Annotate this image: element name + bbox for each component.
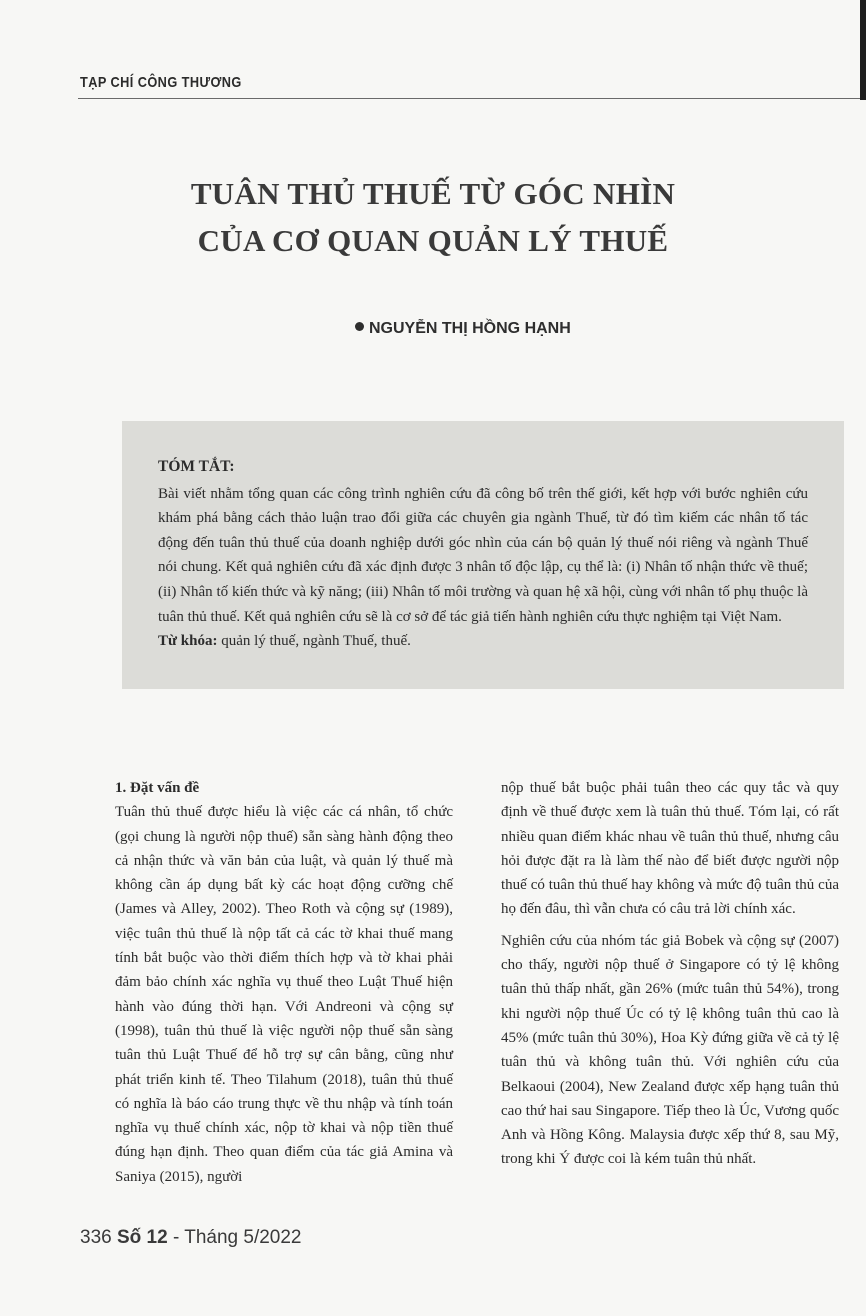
bullet-icon	[355, 322, 364, 331]
body-column-left	[115, 776, 453, 1189]
body-paragraph: nộp thuế bắt buộc phải tuân theo các quy tắc và quy định về thuế được xem là tuân thủ thuế. Tóm lại, có rất nhiều quan điểm khác nhau về tuân thủ thuế, nhưng câu hỏi được đặt ra là làm thế nào để biết được người nộp thuế có tuân thủ thuế hay không và mức độ tuân thủ của họ đến đâu, thì vẫn chưa có câu trả lời chính xác.	[501, 780, 839, 918]
body-column-right	[501, 776, 839, 1172]
author-name: NGUYỄN THỊ HỒNG HẠNH	[369, 320, 571, 337]
keywords-text: quản lý thuế, ngành Thuế, thuế.	[217, 633, 411, 650]
title-line-1: TUÂN THỦ THUẾ TỪ GÓC NHÌN	[190, 176, 676, 211]
abstract-box	[122, 421, 844, 689]
title-line-2: CỦA CƠ QUAN QUẢN LÝ THUẾ	[197, 223, 669, 258]
abstract-text: Bài viết nhằm tổng quan các công trình nghiên cứu đã công bố trên thế giới, kết hợp với bước nghiên cứu khám phá bằng cách thảo luận trao đổi giữa các chuyên gia ngành Thuế, từ đó tìm kiếm các nhân tố tác động đến tuân thủ thuế của doanh nghiệp dưới góc nhìn của cán bộ quản lý thuế nói riêng và ngành Thuế nói chung. Kết quả nghiên cứu đã xác định được 3 nhân tố độc lập, cụ thể là: (i) Nhân tố nhận thức về thuế; (ii) Nhân tố kiến thức và kỹ năng; (iii) Nhân tố môi trường và quan hệ xã hội, cùng với nhân tố phụ thuộc là tuân thủ thuế. Kết quả nghiên cứu sẽ là cơ sở để tác giả tiến hành nghiên cứu thực nghiệm tại Việt Nam.	[158, 485, 808, 625]
section-heading: 1. Đặt vấn đề	[115, 780, 200, 796]
issue-date: - Tháng 5/2022	[167, 1227, 302, 1248]
keywords	[158, 629, 808, 654]
body-paragraph: Nghiên cứu của nhóm tác giả Bobek và cộng sự (2007) cho thấy, người nộp thuế ở Singapore có tỷ lệ không tuân thủ thấp nhất, gần 26% (mức tuân thủ 54%), trong khi người nộp thuế Úc có tỷ lệ không tuân thủ cao là 45% (mức tuân thủ 30%), Hoa Kỳ đứng giữa về cả tỷ lệ tuân thủ và không tuân thủ. Với nghiên cứu của Belkaoui (2004), New Zealand được xếp hạng tuân thủ cao thứ hai sau Singapore. Tiếp theo là Úc, Vương quốc Anh và Hồng Kông. Malaysia được xếp thứ 8, sau Mỹ, trong khi Ý được coi là kém tuân thủ nhất.	[501, 932, 839, 1168]
keywords-label: Từ khóa:	[158, 633, 218, 650]
page-edge-mark	[860, 0, 866, 100]
page-footer	[80, 1227, 302, 1249]
issue-number: Số 12	[116, 1227, 168, 1248]
header-rule	[78, 98, 860, 99]
abstract-content	[158, 455, 808, 654]
article-title	[0, 170, 866, 264]
body-paragraph: Tuân thủ thuế được hiểu là việc các cá nhân, tổ chức (gọi chung là người nộp thuế) sẵn sàng hành động theo cả nhận thức và văn bản của luật, và quản lý thuế mà không cần áp dụng bất kỳ các hoạt động cưỡng chế (James và Alley, 2002). Theo Roth và cộng sự (1989), việc tuân thủ thuế là nộp tất cả các tờ khai thuế mang tính bắt buộc vào thời điểm thích hợp và tờ khai phải đảm bảo chính xác nghĩa vụ thuế theo Luật Thuế hiện hành vào đúng thời hạn. Với Andreoni và cộng sự (1998), tuân thủ thuế là việc người nộp thuế sẵn sàng tuân thủ Luật Thuế để hỗ trợ sự cân bằng, cũng như phát triển kinh tế. Theo Tilahum (2018), tuân thủ thuế có nghĩa là báo cáo trung thực về thu nhập và tính toán nghĩa vụ thuế chính xác, nộp tờ khai và nộp tiền thuế đúng hạn định. Theo quan điểm của tác giả Amina và Saniya (2015), người	[115, 804, 453, 1185]
page-number: 336	[80, 1227, 112, 1248]
author-byline	[355, 320, 571, 338]
abstract-heading: TÓM TẮT:	[158, 458, 235, 475]
journal-name: TẠP CHÍ CÔNG THƯƠNG	[80, 74, 242, 91]
